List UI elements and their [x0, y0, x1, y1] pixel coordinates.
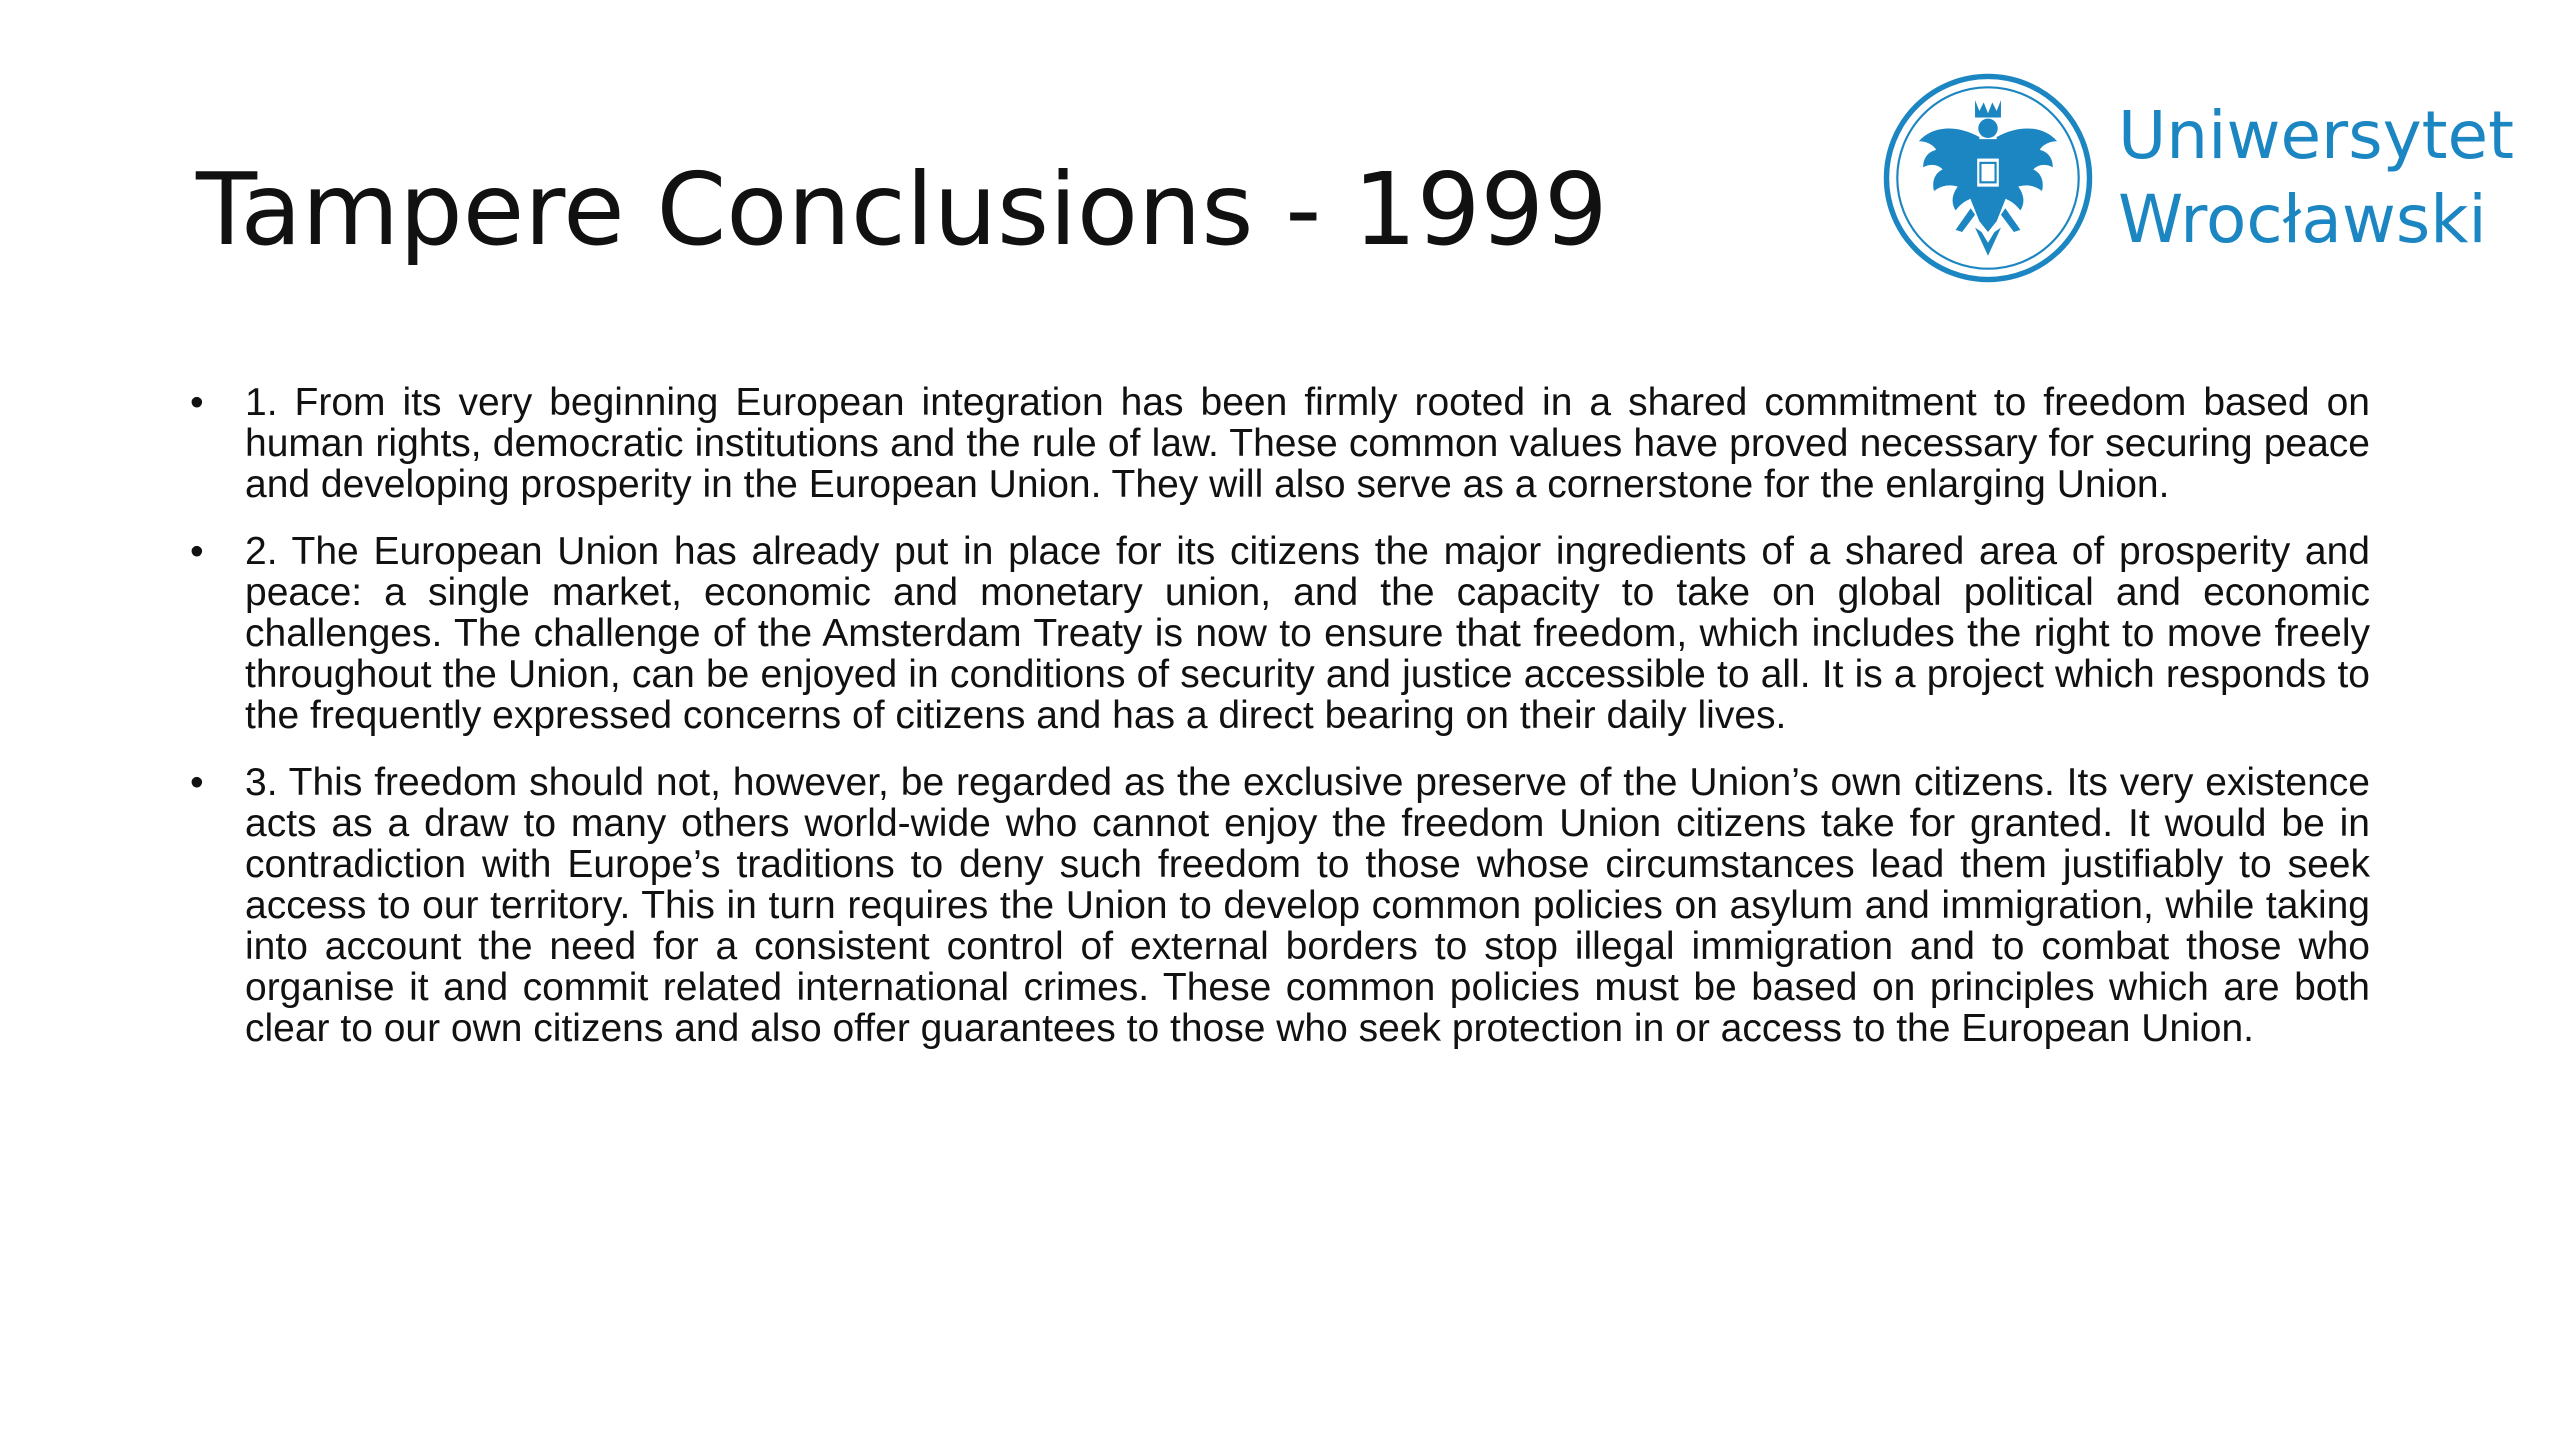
eagle-crest-icon — [1880, 70, 2096, 286]
bullet-item — [190, 762, 2370, 1049]
bullet-item — [190, 382, 2370, 505]
bullet-marker: • — [190, 530, 204, 573]
logo-name-line1: Uniwersytet — [2118, 97, 2514, 174]
logo-name-line2: Wrocławski — [2118, 181, 2487, 258]
bullet-text: 3. This freedom should not, however, be regarded as the exclusive preserve of the Union’s own citizens. Its very existence acts as a draw to many others world-wide who cannot enjoy the freedom Union citizens take for granted. It would be in contradiction with Europe’s traditions to deny such freedom to those whose circumstances lead them justifiably to seek access to our territory. This in turn requires the Union to develop common policies on asylum and immigration, while taking into account the need for a consistent control of external borders to stop illegal immigration and to combat those who organise it and commit related international crimes. These common policies must be based on principles which are both clear to our own citizens and also offer guarantees to those who seek protection in or access to the European Union. — [245, 761, 2370, 1050]
university-logo — [1880, 68, 2540, 288]
bullet-list — [190, 382, 2370, 1075]
bullet-marker: • — [190, 761, 204, 804]
bullet-item — [190, 531, 2370, 736]
logo-wordmark — [2118, 94, 2514, 262]
slide-title: Tampere Conclusions - 1999 — [196, 151, 1608, 268]
bullet-text: 2. The European Union has already put in place for its citizens the major ingredients of a shared area of prosperity and peace: a single market, economic and monetary union, and the capacity to take on global political and economic challenges. The challenge of the Amsterdam Treaty is now to ensure that freedom, which includes the right to move freely throughout the Union, can be enjoyed in conditions of security and justice accessible to all. It is a project which responds to the frequently expressed concerns of citizens and has a direct bearing on their daily lives. — [245, 530, 2370, 737]
bullet-marker: • — [190, 381, 204, 424]
bullet-text: 1. From its very beginning European integration has been firmly rooted in a shared commitment to freedom based on human rights, democratic institutions and the rule of law. These common values have proved necessary for securing peace and developing prosperity in the European Union. They will also serve as a cornerstone for the enlarging Union. — [245, 381, 2370, 506]
